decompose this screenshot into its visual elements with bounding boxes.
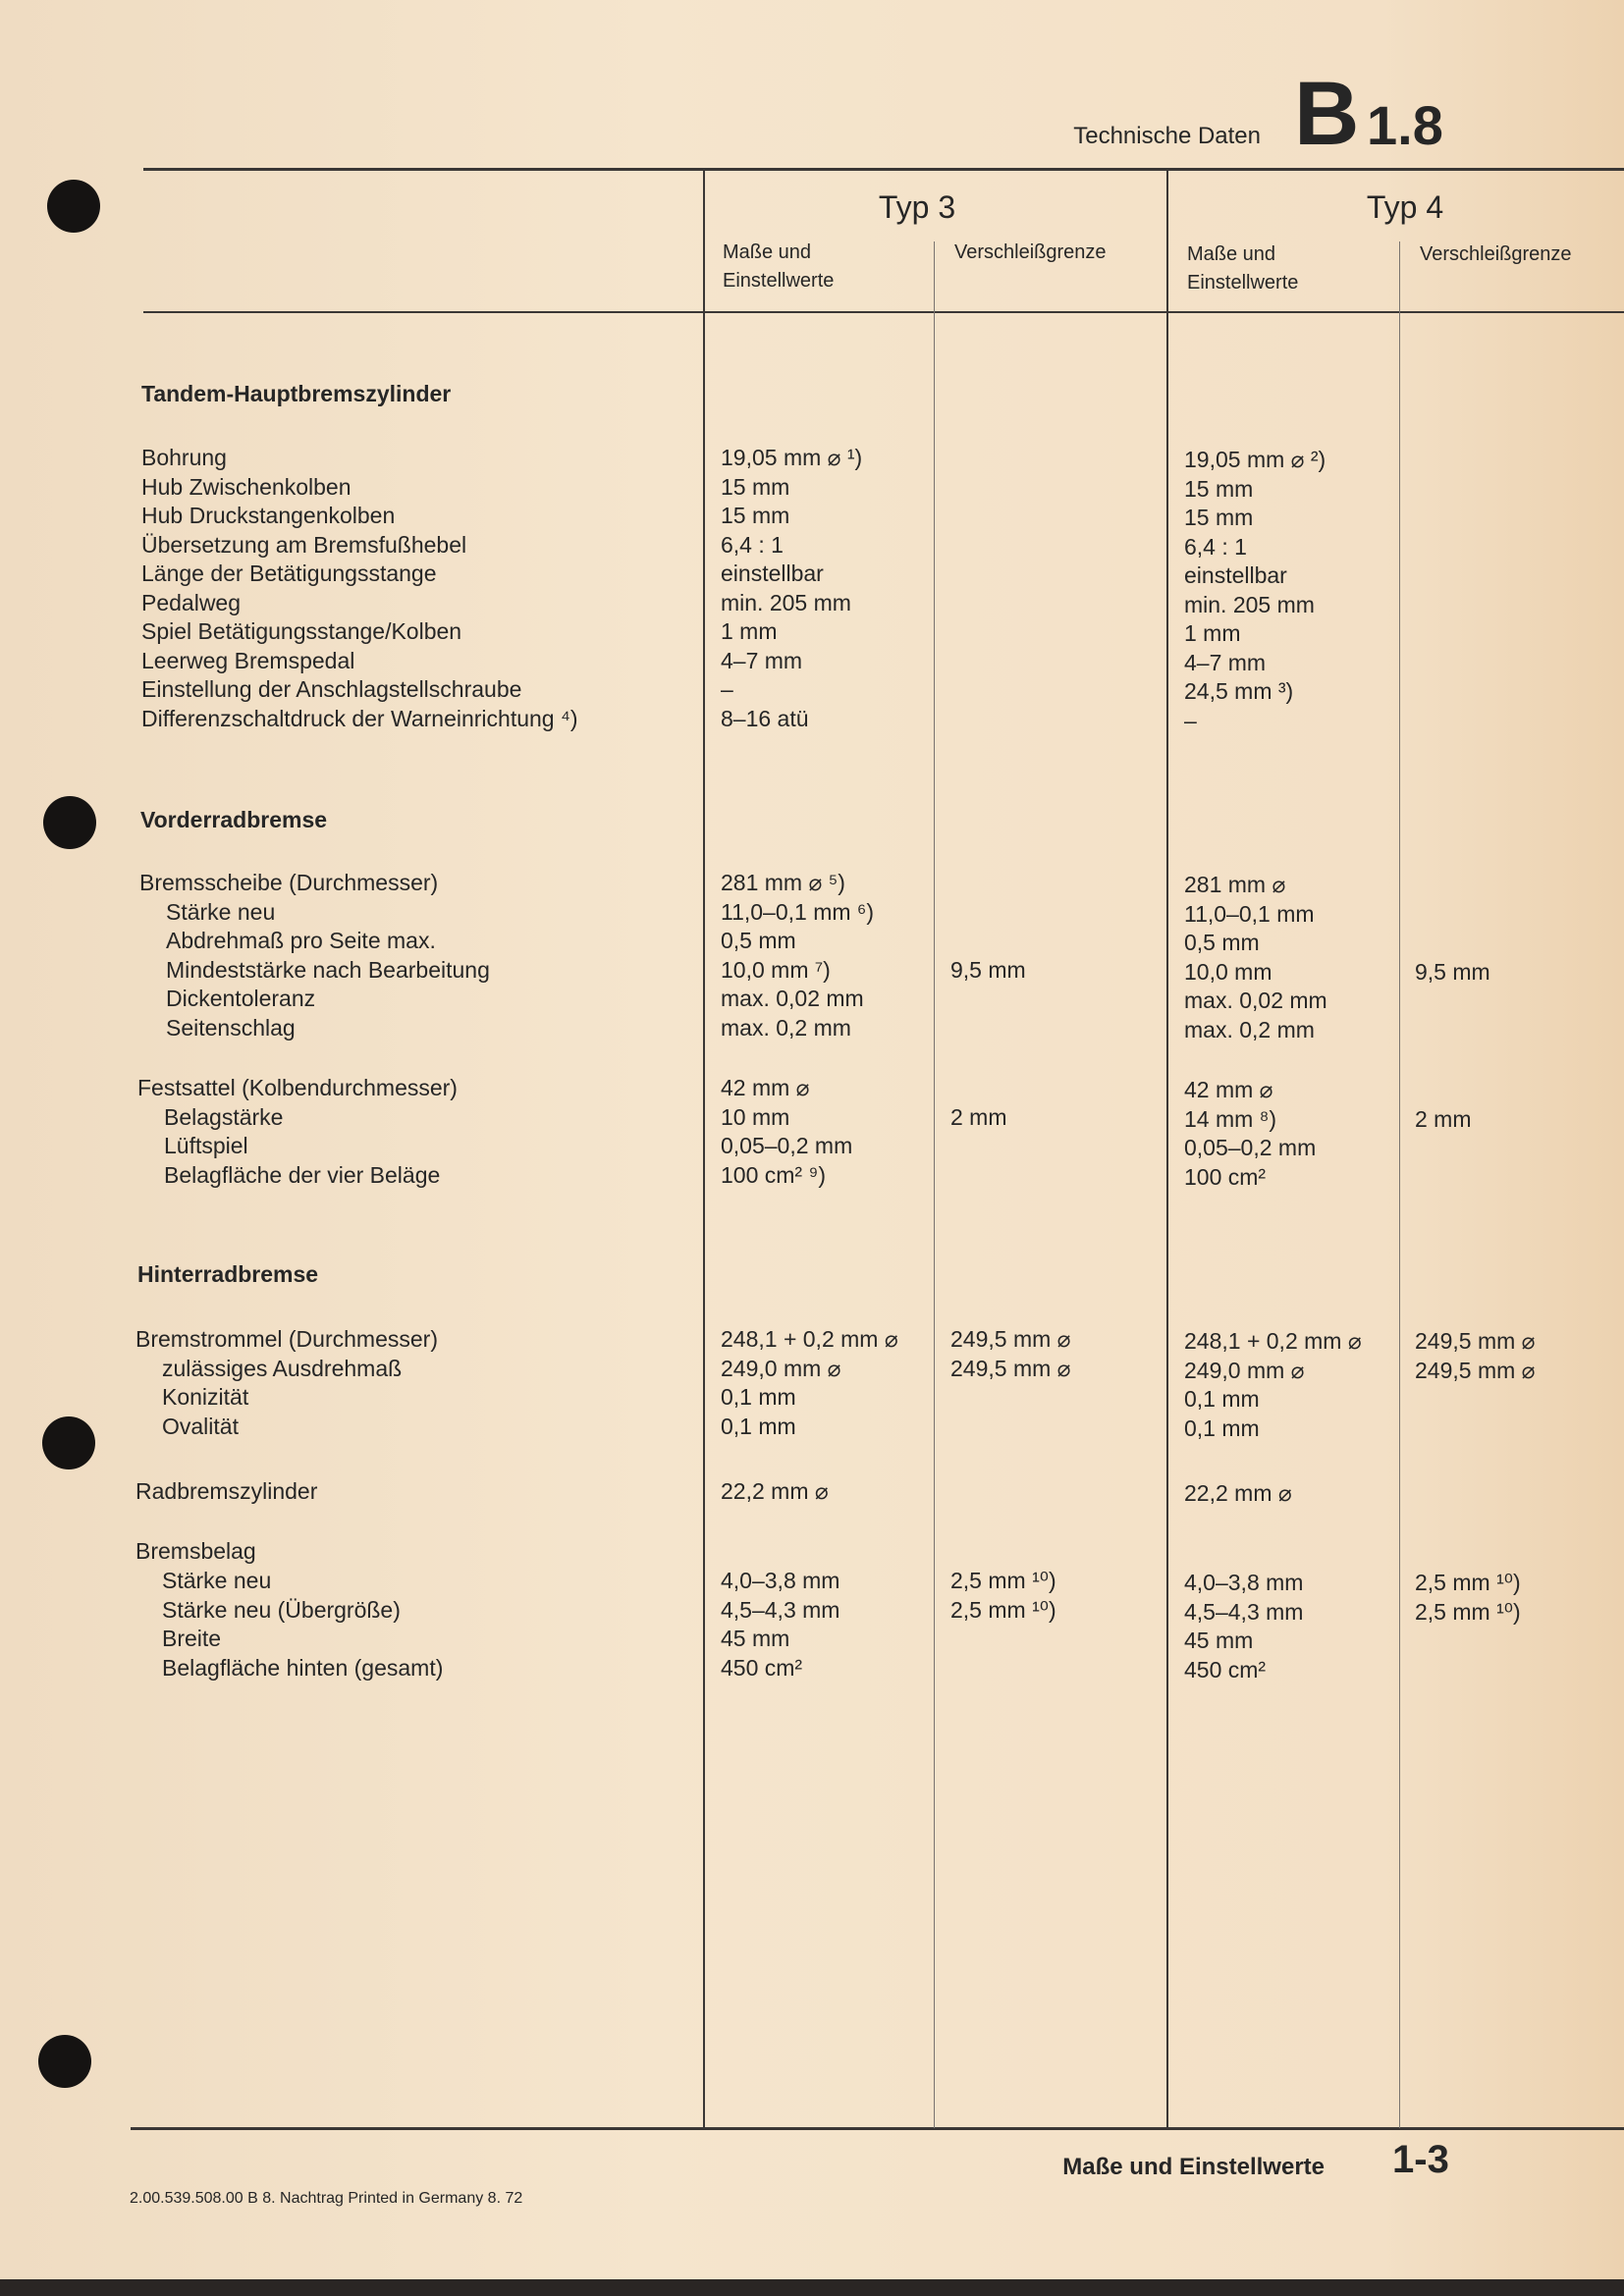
subheader-typ3-wear: Verschleißgrenze — [954, 241, 1107, 263]
spec-label: Länge der Betätigungsstange — [141, 561, 437, 586]
col-divider-typ4 — [1166, 168, 1168, 2129]
punch-hole-3 — [42, 1416, 95, 1469]
spec-value-w4: 249,5 mm ⌀ — [1415, 1358, 1536, 1383]
spec-value-t4: 24,5 mm ³) — [1184, 678, 1294, 704]
spec-value-w3: 249,5 mm ⌀ — [950, 1356, 1071, 1381]
group-title-brake-lining: Bremsbelag — [135, 1538, 256, 1564]
spec-value-t3: 0,1 mm — [721, 1414, 796, 1439]
spec-value-t4: 249,0 mm ⌀ — [1184, 1358, 1305, 1383]
spec-value-t4: 0,05–0,2 mm — [1184, 1135, 1317, 1160]
spec-value-t3: 248,1 + 0,2 mm ⌀ — [721, 1326, 898, 1352]
spec-value-t3: 0,1 mm — [721, 1384, 796, 1410]
spec-value-t3: 8–16 atü — [721, 706, 809, 731]
spec-label: Hub Druckstangenkolben — [141, 503, 396, 528]
spec-value-t4: 248,1 + 0,2 mm ⌀ — [1184, 1328, 1362, 1354]
footer-title: Maße und Einstellwerte — [1062, 2154, 1325, 2180]
spec-value-w3: 249,5 mm ⌀ — [950, 1326, 1071, 1352]
spec-label: Einstellung der Anschlagstellschraube — [141, 676, 522, 702]
spec-value-t4: 15 mm — [1184, 476, 1254, 502]
spec-value-t3: 450 cm² — [721, 1655, 803, 1681]
header-title: Technische Daten — [1073, 123, 1261, 149]
spec-value-t4: 11,0–0,1 mm — [1184, 901, 1315, 927]
spec-value-t4: 22,2 mm ⌀ — [1184, 1480, 1292, 1506]
spec-label: Hub Zwischenkolben — [141, 474, 352, 500]
spec-value-t3: 4,0–3,8 mm — [721, 1568, 840, 1593]
punch-hole-2 — [43, 796, 96, 849]
scan-edge — [0, 2279, 1624, 2296]
spec-value-t4: einstellbar — [1184, 562, 1287, 588]
spec-value-t4: 19,05 mm ⌀ ²) — [1184, 447, 1326, 472]
column-header-typ3: Typ 3 — [878, 189, 956, 225]
spec-label: Dickentoleranz — [166, 986, 316, 1011]
section-title-front-brake: Vorderradbremse — [140, 807, 328, 832]
spec-value-t4: max. 0,2 mm — [1184, 1017, 1315, 1042]
spec-value-w4: 9,5 mm — [1415, 959, 1490, 985]
spec-value-w3: 2,5 mm ¹⁰) — [950, 1597, 1056, 1623]
spec-label: Belagfläche hinten (gesamt) — [162, 1655, 444, 1681]
spec-value-t3: – — [721, 676, 733, 702]
spec-label: Differenzschaltdruck der Warneinrichtung ⁴) — [141, 706, 578, 731]
spec-value-t4: 4,5–4,3 mm — [1184, 1599, 1304, 1625]
spec-label: zulässiges Ausdrehmaß — [162, 1356, 403, 1381]
spec-value-t3: 249,0 mm ⌀ — [721, 1356, 841, 1381]
spec-value-t3: min. 205 mm — [721, 590, 851, 615]
spec-value-t4: 0,1 mm — [1184, 1386, 1260, 1412]
subheader-typ4-wear: Verschleißgrenze — [1420, 243, 1572, 265]
spec-label: Ovalität — [162, 1414, 239, 1439]
print-info: 2.00.539.508.00 B 8. Nachtrag Printed in Germany 8. 72 — [130, 2190, 523, 2207]
spec-label: Belagfläche der vier Beläge — [164, 1162, 441, 1188]
spec-value-t3: 4–7 mm — [721, 648, 803, 673]
spec-value-w4: 249,5 mm ⌀ — [1415, 1328, 1536, 1354]
spec-label: Belagstärke — [164, 1104, 284, 1130]
spec-value-t4: max. 0,02 mm — [1184, 988, 1327, 1013]
spec-value-w4: 2 mm — [1415, 1106, 1472, 1132]
spec-value-t4: 100 cm² — [1184, 1164, 1267, 1190]
spec-value-w3: 2,5 mm ¹⁰) — [950, 1568, 1056, 1593]
spec-value-t4: 6,4 : 1 — [1184, 534, 1247, 560]
punch-hole-1 — [47, 180, 100, 233]
spec-value-t3: 6,4 : 1 — [721, 532, 784, 558]
table-top-rule — [143, 168, 1624, 171]
spec-value-t3: max. 0,02 mm — [721, 986, 864, 1011]
spec-label: Spiel Betätigungsstange/Kolben — [141, 618, 462, 644]
spec-label: Konizität — [162, 1384, 249, 1410]
spec-value-t4: 0,5 mm — [1184, 930, 1260, 955]
spec-label: Stärke neu (Übergröße) — [162, 1597, 401, 1623]
spec-label: Stärke neu — [166, 899, 276, 925]
spec-value-t4: 4–7 mm — [1184, 650, 1267, 675]
spec-value-t4: 15 mm — [1184, 505, 1254, 530]
spec-value-t4: – — [1184, 708, 1197, 733]
spec-label: Pedalweg — [141, 590, 242, 615]
spec-value-t3: 15 mm — [721, 503, 790, 528]
col-divider-typ3-wear — [934, 241, 935, 2128]
column-header-typ4: Typ 4 — [1366, 189, 1444, 225]
spec-value-w4: 2,5 mm ¹⁰) — [1415, 1599, 1521, 1625]
spec-value-w4: 2,5 mm ¹⁰) — [1415, 1570, 1521, 1595]
spec-value-t4: 4,0–3,8 mm — [1184, 1570, 1304, 1595]
subheader-typ3-measure: Maße und Einstellwerte — [723, 241, 835, 292]
spec-label: Leerweg Bremspedal — [141, 648, 355, 673]
spec-value-t4: 42 mm ⌀ — [1184, 1077, 1273, 1102]
spec-label: Breite — [162, 1626, 222, 1651]
spec-value-t3: 42 mm ⌀ — [721, 1075, 810, 1100]
spec-label: Bremsscheibe (Durchmesser) — [139, 870, 439, 895]
spec-value-t3: 11,0–0,1 mm ⁶) — [721, 899, 875, 925]
table-header-rule — [143, 311, 1624, 313]
header-code-number: 1.8 — [1367, 94, 1443, 156]
spec-value-t3: max. 0,2 mm — [721, 1015, 851, 1041]
section-title-rear-brake: Hinterradbremse — [137, 1261, 319, 1287]
spec-label: Bremstrommel (Durchmesser) — [135, 1326, 438, 1352]
col-divider-typ3 — [703, 168, 705, 2129]
spec-value-t4: 1 mm — [1184, 620, 1241, 646]
col-divider-typ4-wear — [1399, 241, 1400, 2128]
section-title-master-cylinder: Tandem-Hauptbremszylinder — [141, 381, 452, 406]
spec-label: Bohrung — [141, 445, 227, 470]
spec-value-t3: 15 mm — [721, 474, 790, 500]
spec-value-t3: 1 mm — [721, 618, 778, 644]
spec-value-w3: 9,5 mm — [950, 957, 1026, 983]
spec-value-t3: einstellbar — [721, 561, 824, 586]
spec-value-t4: 0,1 mm — [1184, 1415, 1260, 1441]
punch-hole-4 — [38, 2035, 91, 2088]
spec-value-t3: 281 mm ⌀ ⁵) — [721, 870, 845, 895]
spec-value-w3: 2 mm — [950, 1104, 1007, 1130]
spec-label: Radbremszylinder — [135, 1478, 318, 1504]
spec-value-t4: min. 205 mm — [1184, 592, 1315, 617]
spec-value-t3: 0,5 mm — [721, 928, 796, 953]
spec-value-t4: 14 mm ⁸) — [1184, 1106, 1277, 1132]
spec-value-t4: 45 mm — [1184, 1628, 1254, 1653]
spec-label: Stärke neu — [162, 1568, 272, 1593]
spec-label: Lüftspiel — [164, 1133, 248, 1158]
spec-label: Abdrehmaß pro Seite max. — [166, 928, 436, 953]
spec-value-t4: 450 cm² — [1184, 1657, 1267, 1682]
spec-value-t3: 22,2 mm ⌀ — [721, 1478, 829, 1504]
spec-label: Seitenschlag — [166, 1015, 296, 1041]
spec-label: Festsattel (Kolbendurchmesser) — [137, 1075, 458, 1100]
spec-value-t3: 45 mm — [721, 1626, 790, 1651]
page-number: 1-3 — [1392, 2138, 1449, 2181]
spec-label: Mindeststärke nach Bearbeitung — [166, 957, 490, 983]
spec-value-t3: 0,05–0,2 mm — [721, 1133, 853, 1158]
spec-label: Übersetzung am Bremsfußhebel — [141, 532, 467, 558]
subheader-typ4-measure: Maße und Einstellwerte — [1187, 243, 1299, 294]
header-code-letter: B — [1294, 64, 1358, 164]
spec-value-t3: 10 mm — [721, 1104, 790, 1130]
spec-value-t4: 281 mm ⌀ — [1184, 872, 1286, 897]
spec-value-t3: 19,05 mm ⌀ ¹) — [721, 445, 863, 470]
spec-value-t3: 10,0 mm ⁷) — [721, 957, 831, 983]
spec-value-t3: 100 cm² ⁹) — [721, 1162, 826, 1188]
spec-value-t3: 4,5–4,3 mm — [721, 1597, 840, 1623]
spec-value-t4: 10,0 mm — [1184, 959, 1272, 985]
